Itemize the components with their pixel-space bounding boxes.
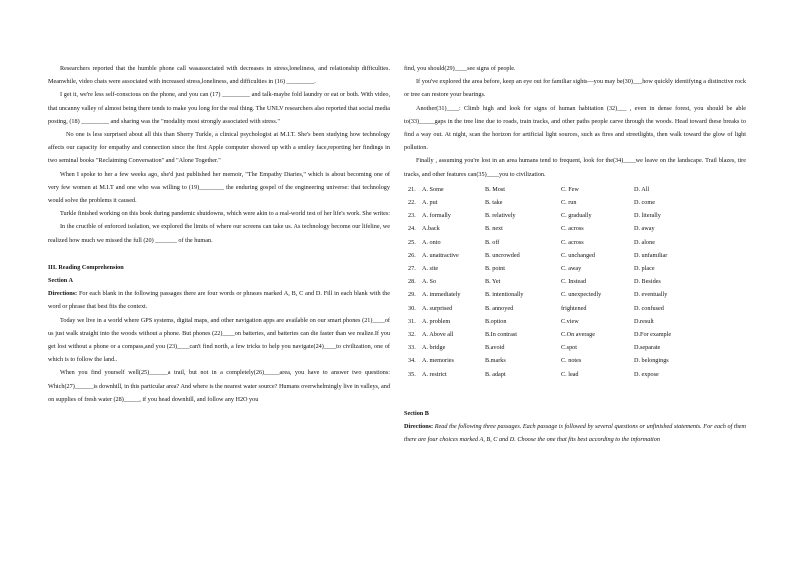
option-c: C. gradually (561, 212, 592, 220)
option-b: B.In contrast (485, 331, 517, 339)
option-row (408, 328, 694, 341)
option-c: C. unexpectedly (561, 291, 602, 299)
option-b: B. take (485, 199, 503, 207)
option-d: D. Besides (634, 278, 661, 286)
section-b-heading: Section B (404, 409, 429, 417)
option-b: B. adapt (485, 370, 506, 378)
directions (48, 287, 390, 313)
option-d: D. alone (634, 238, 655, 246)
paragraph: Researchers reported that the humble phone call wasassociated with decreases in stress,loneliness, and relationship difficulties. Meanwhile, video chats were associated with increased stress,loneliness, and difficulties in (16) _________. (48, 65, 390, 86)
question-number: 30. (408, 304, 416, 312)
option-c: C. Instead (561, 278, 587, 286)
option-a: A. problem (422, 317, 451, 325)
option-d: D. place (634, 265, 655, 273)
option-row (408, 315, 694, 328)
option-row (408, 288, 694, 301)
option-c: C. run (561, 199, 577, 207)
option-b: B. relatively (485, 212, 516, 220)
question-number: 23. (408, 212, 416, 220)
option-a: A. site (422, 265, 439, 273)
option-row (408, 368, 694, 381)
option-row (408, 209, 694, 222)
option-d: D. All (634, 185, 650, 193)
passage-paragraph: If you've explored the area before, keep an eye out for familiar sights—you may be(30)___how quickly identifying a distinctive rock or tree can restore your bearings. (404, 78, 746, 99)
option-b: B.marks (485, 357, 506, 365)
question-number: 35. (408, 370, 416, 378)
option-c: C. across (561, 238, 584, 246)
option-a: A. onto (422, 238, 441, 246)
left-column (48, 62, 390, 406)
passage-paragraph: Another(31)____: Climb high and look for signs of human habitation (32)___ , even in dense forest, you should be able to(33)_____gaps in the tree line due to roads, train tracks, and other paths people carve through the woods. Head toward these breaks to find a way out. At night, scan the horizon for artificial light sources, such as fires and streetlights, then walk toward the glow of light pollution. (404, 104, 746, 152)
passage-paragraph: find, you should(29)____see signs of people. (404, 65, 516, 72)
option-row (408, 183, 694, 196)
option-b: B.avoid (485, 344, 505, 352)
passage-paragraph: Finally , assuming you're lost in an area humans tend to frequent, look for the(34)____we leave on the landscape. Trail blazes, tire tracks, and other features can(35)____you to civilization. (404, 157, 746, 178)
section-title: III. Reading Comprehension (48, 263, 124, 271)
directions-text: For each blank in the following passages there are four words or phrases marked A, B, C and D. Fill in each blank with the word or phrase that best fits the context. (48, 290, 390, 311)
right-column (404, 62, 746, 446)
directions-label: Directions: (404, 423, 434, 431)
question-number: 27. (408, 265, 416, 273)
option-d: D. come (634, 199, 655, 207)
options-table (408, 183, 694, 381)
option-c: C. Few (561, 185, 579, 193)
option-b: B. Most (485, 185, 505, 193)
option-a: A. Above all (422, 331, 454, 339)
question-number: 32. (408, 331, 416, 339)
question-number: 29. (408, 291, 416, 299)
option-c: C. across (561, 225, 584, 233)
option-d: D.separate (634, 344, 661, 352)
option-a: A. put (422, 199, 438, 207)
option-a: A. So (422, 278, 437, 286)
directions-text: Read the following three passages. Each passage is followed by several questions or unfinished statements. For each of them there are four choices marked A, B, C and D. Choose the one that fits best according to the information (404, 423, 746, 444)
option-a: A.back (422, 225, 440, 233)
option-c: frightened (561, 304, 587, 312)
directions-label: Directions: (48, 290, 78, 298)
option-d: D. literally (634, 212, 661, 220)
option-a: A. bridge (422, 344, 446, 352)
option-d: D. confused (634, 304, 664, 312)
paragraph: In the crucible of enforced isolation, we explored the limits of where our screens can take us. As technology become our lifeline, we realized how much we missed the full (20) _______ of the human. (48, 223, 390, 244)
option-d: D. eventually (634, 291, 668, 299)
option-c: C.spot (561, 344, 577, 352)
option-a: A. immediately (422, 291, 461, 299)
option-a: A. formally (422, 212, 451, 220)
question-number: 25. (408, 238, 416, 246)
question-number: 28. (408, 278, 416, 286)
option-a: A. surprised (422, 304, 453, 312)
option-d: D.For example (634, 331, 672, 339)
option-b: B. uncrowded (485, 251, 520, 259)
passage-paragraph: When you find yourself well(25)______a trail, but not in a completely(26)_____area, you have to answer two questions: Which(27)______is downhill, in this particular area? And where is the nearest water source? Humans overwhelmingly live in valleys, and on supplies of fresh water (28)_____, if you head downhill, and follow any H2O you (48, 369, 390, 403)
option-b: B. off (485, 238, 500, 246)
option-d: D. unfamiliar (634, 251, 668, 259)
option-c: C. away (561, 265, 582, 273)
section-a-heading: Section A (48, 277, 73, 285)
question-number: 26. (408, 251, 416, 259)
option-a: A. restrict (422, 370, 447, 378)
question-number: 31. (408, 317, 416, 325)
passage-paragraph: Today we live in a world where GPS systems, digital maps, and other navigation apps are available on our smart phones (21)____of us just walk straight into the woods without a phone. But phones (22)____on batteries, and batteries can die faster than we realize.If you get lost without a phone or a compass,and you (23)____can't find north, a few tricks to help you navigate(24)____to civilization, one of which is to follow the land.. (48, 316, 390, 364)
question-number: 24. (408, 225, 416, 233)
question-number: 21. (408, 185, 416, 193)
option-c: C.view (561, 317, 579, 325)
option-b: B. intentionally (485, 291, 524, 299)
option-row (408, 302, 694, 315)
option-d: D. expose (634, 370, 659, 378)
paragraph: No one is less surprised about all this than Sherry Turkle, a clinical psychologist at M.I.T. She's been studying how technology affects our capacity for empathy and connection since the first Apple computer showed up with a smiley face,reporting her findings in two seminal books "Reclaiming Conversation" and "Alone Together." (48, 131, 390, 165)
option-c: C. unchanged (561, 251, 596, 259)
question-number: 33. (408, 344, 416, 352)
option-d: D. away (634, 225, 655, 233)
option-row (408, 262, 694, 275)
option-row (408, 341, 694, 354)
option-d: D. belongings (634, 357, 669, 365)
option-b: B. Yet (485, 278, 501, 286)
option-b: B.option (485, 317, 507, 325)
option-row (408, 249, 694, 262)
option-d: D.result (634, 317, 654, 325)
option-row (408, 354, 694, 367)
paragraph: I get it, we're less self-conscious on the phone, and you can (17) _________ and talk-maybe fold laundry or eat or both. With video, that uncanny valley of almost being there tends to make you long for the real thing. The UNLV researchers also reported that social media posting, (18) _________ and sharing was the "modality most strongly associated with stress." (48, 91, 390, 125)
option-b: B. next (485, 225, 503, 233)
question-number: 22. (408, 199, 416, 207)
option-c: C.On average (561, 331, 596, 339)
option-row (408, 196, 694, 209)
question-number: 34. (408, 357, 416, 365)
paragraph: Turkle finished working on this book during pandemic shutdowns, which were akin to a real-world test of her life's work. She writes: (60, 210, 390, 218)
option-a: A. Some (422, 185, 444, 193)
option-b: B. point (485, 265, 505, 273)
option-c: C. notes (561, 357, 582, 365)
option-c: C. lead (561, 370, 579, 378)
option-row (408, 236, 694, 249)
directions (404, 420, 746, 446)
option-a: A. unattractive (422, 251, 459, 259)
option-row (408, 275, 694, 288)
option-b: B. annoyed (485, 304, 514, 312)
option-row (408, 222, 694, 235)
paragraph: When I spoke to her a few weeks ago, she'd just published her memoir, "The Empathy Diaries," which is about becoming one of very few women at M.I.T and one who was willing to (19)________ the enduring gospel of the engineering universe: that technology would solve the problems it caused. (48, 170, 390, 205)
option-a: A. memories (422, 357, 454, 365)
